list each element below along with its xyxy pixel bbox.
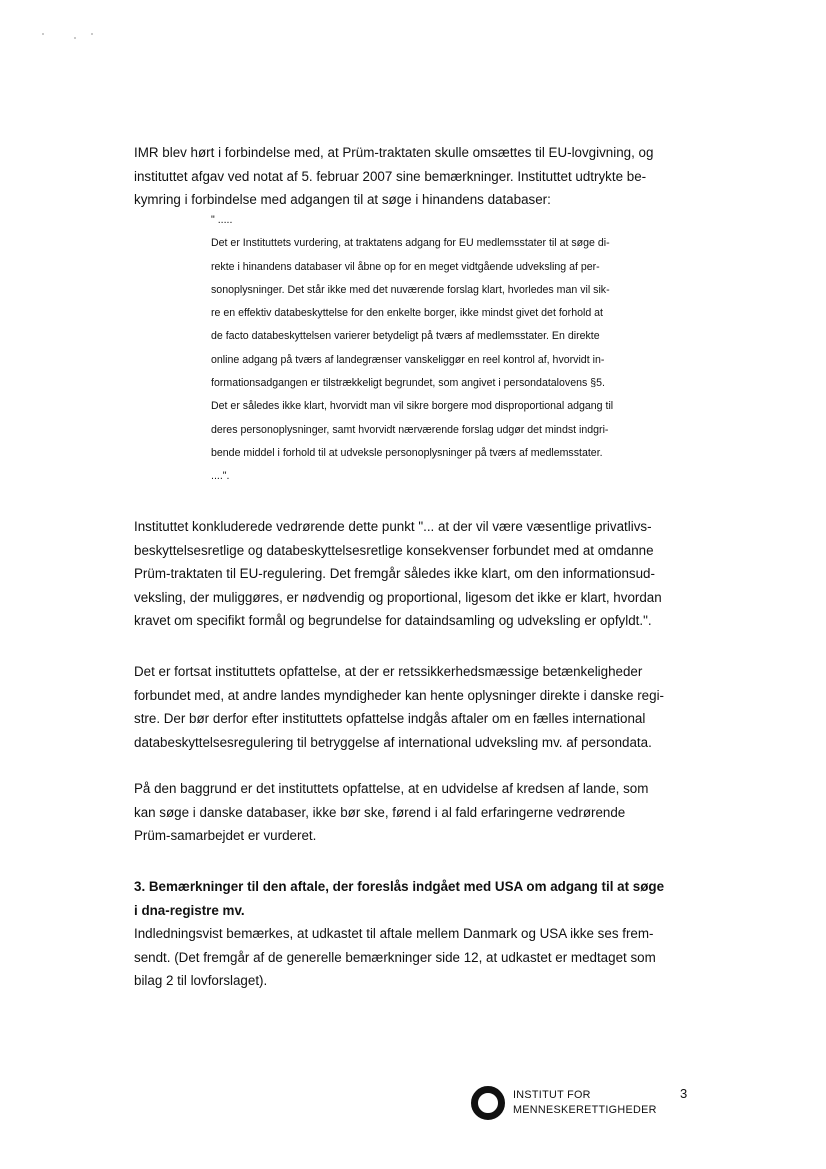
quote-line: deres personoplysninger, samt hvorvidt nærværende forslag udgør det mindst indgri-	[211, 423, 609, 436]
text-line: Prüm-traktaten til EU-regulering. Det fremgår således ikke klart, om den informationsud-	[134, 566, 655, 581]
quote-line: de facto databeskyttelsen varierer betydeligt på tværs af medlemsstater. En direkte	[211, 330, 600, 343]
quote-line: re en effektiv databeskyttelse for den enkelte borger, ikke mindst givet det forhold at	[211, 307, 603, 320]
text-line: På den baggrund er det instituttets opfattelse, at en udvidelse af kredsen af lande, som	[134, 781, 649, 796]
logo-wordmark	[513, 1088, 657, 1118]
paragraph-legal-concerns	[134, 660, 694, 754]
section-body	[134, 922, 694, 993]
section-heading	[134, 875, 694, 922]
scan-speck	[42, 33, 44, 35]
quote-line: " .....	[211, 214, 233, 226]
text-line: Indledningsvist bemærkes, at udkastet til aftale mellem Danmark og USA ikke ses frem-	[134, 926, 654, 941]
paragraph-expansion-opinion	[134, 777, 694, 848]
text-line: kymring i forbindelse med adgangen til at søge i hinandens databaser:	[134, 192, 551, 207]
text-line: Det er fortsat instituttets opfattelse, at der er retssikkerhedsmæssige betænkeligheder	[134, 664, 643, 679]
text-line: stre. Der bør derfor efter instituttets opfattelse indgås aftaler om en fælles international	[134, 711, 646, 726]
quote-line: online adgang på tværs af landegrænser vanskeliggør en reel kontrol af, hvorvidt in-	[211, 353, 605, 366]
scan-speck	[91, 33, 93, 35]
text-line: beskyttelsesretlige og databeskyttelsesretlige konsekvenser forbundet med at omdanne	[134, 542, 654, 558]
text-line: kravet om specifikt formål og begrundelse for dataindsamling og udveksling er opfyldt.".	[134, 613, 652, 628]
quote-line: formationsadgangen er tilstrækkeligt begrundet, som angivet i persondatalovens §5.	[211, 377, 605, 390]
quote-line: rekte i hinandens databaser vil åbne op for en meget vidtgående udveksling af per-	[211, 260, 600, 273]
text-line: Instituttet konkluderede vedrørende dette punkt "... at der vil være væsentlige privatlivs-	[134, 519, 652, 534]
text-line: Prüm-samarbejdet er vurderet.	[134, 828, 317, 843]
heading-line: i dna-registre mv.	[134, 902, 245, 918]
logo-line: MENNESKERETTIGHEDER	[513, 1104, 657, 1116]
text-line: IMR blev hørt i forbindelse med, at Prüm-traktaten skulle omsættes til EU-lovgivning, og	[134, 145, 654, 160]
institute-logo	[471, 1086, 657, 1120]
text-line: bilag 2 til lovforslaget).	[134, 973, 268, 988]
text-line: instituttet afgav ved notat af 5. februar 2007 sine bemærkninger. Instituttet udtrykte be-	[134, 168, 647, 184]
text-line: kan søge i danske databaser, ikke bør ske, førend i al fald erfaringerne vedrørende	[134, 804, 626, 820]
quote-line: sonoplysninger. Det står ikke med det nuværende forslag klart, hvorledes man vil sik-	[211, 283, 610, 296]
block-quote	[211, 209, 691, 489]
text-line: forbundet med, at andre landes myndigheder kan hente oplysninger direkte i danske regi-	[134, 687, 665, 703]
text-line: veksling, der muliggøres, er nødvendig og proportional, ligesom det ikke er klart, hvordan	[134, 589, 662, 605]
page-number: 3	[680, 1086, 688, 1101]
scan-speck	[74, 37, 76, 39]
paragraph-imr-heard	[134, 141, 694, 212]
ring-logo-icon	[471, 1086, 505, 1120]
quote-line: Det er således ikke klart, hvorvidt man vil sikre borgere mod disproportional adgang til	[211, 400, 614, 413]
logo-line: INSTITUT FOR	[513, 1089, 591, 1101]
quote-line: ....".	[211, 470, 230, 483]
heading-line: 3. Bemærkninger til den aftale, der foreslås indgået med USA om adgang til at søge	[134, 879, 665, 894]
quote-line: Det er Instituttets vurdering, at traktatens adgang for EU medlemsstater til at søge di-	[211, 237, 610, 250]
paragraph-conclusion	[134, 515, 694, 633]
section-3	[134, 875, 694, 993]
text-line: sendt. (Det fremgår af de generelle bemærkninger side 12, at udkastet er medtaget som	[134, 949, 656, 965]
text-line: databeskyttelsesregulering til betryggelse af international udveksling mv. af persondata.	[134, 734, 652, 750]
quote-line: bende middel i forhold til at udveksle personoplysninger på tværs af medlemsstater.	[211, 446, 603, 459]
